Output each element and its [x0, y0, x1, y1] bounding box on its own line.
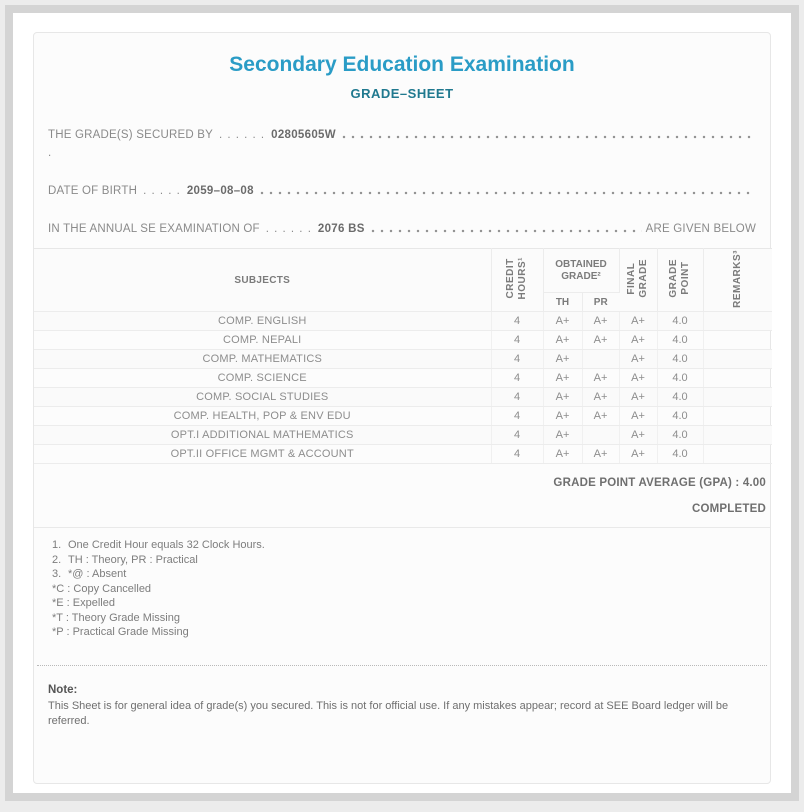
footnote-text: *E : Expelled	[52, 597, 115, 609]
footnote-text: *@ : Absent	[68, 568, 127, 580]
footnote-item	[52, 553, 756, 568]
exam-label: IN THE ANNUAL SE EXAMINATION OF	[48, 223, 260, 235]
gpa-value: GRADE POINT AVERAGE (GPA) : 4.00	[553, 477, 766, 489]
info-line-exam	[48, 223, 756, 235]
pr-grade-cell	[582, 426, 619, 445]
vertical-header-text: CREDIT HOURS¹	[505, 257, 528, 300]
credit-cell: 4	[491, 445, 543, 464]
footnote-number: 1.	[52, 539, 62, 551]
final-grade-cell: A+	[619, 407, 657, 426]
grade-point-cell: 4.0	[657, 426, 703, 445]
th-grade-cell: A+	[543, 388, 582, 407]
pr-grade-cell: A+	[582, 369, 619, 388]
exam-leader-dots: . . . . . .	[265, 223, 312, 235]
footnote-text: TH : Theory, PR : Practical	[68, 553, 198, 566]
footnote-text: *C : Copy Cancelled	[52, 582, 152, 595]
column-header-obtained-grade	[543, 249, 619, 293]
credit-cell: 4	[491, 369, 543, 388]
footnotes	[52, 538, 756, 640]
footnote-subitem	[52, 625, 756, 640]
vertical-header-text: REMARKS³	[731, 249, 743, 308]
footnote-number: 2.	[52, 553, 62, 566]
secured-by-leader-dots: . . . . . .	[218, 129, 266, 141]
dotted-leader	[371, 229, 642, 233]
note-heading: Note:	[48, 683, 78, 696]
th-grade-cell: A+	[543, 426, 582, 445]
pr-grade-cell	[582, 350, 619, 369]
column-header-grade-point	[657, 249, 703, 312]
column-header-th: TH	[543, 293, 582, 312]
footnote-item	[52, 538, 756, 553]
subject-cell: COMP. SCIENCE	[34, 369, 491, 388]
footnote-subitem	[52, 596, 756, 611]
table-row	[34, 312, 772, 331]
th-grade-cell: A+	[543, 331, 582, 350]
grade-point-cell: 4.0	[657, 331, 703, 350]
th-grade-cell: A+	[543, 312, 582, 331]
subject-cell: COMP. ENGLISH	[34, 312, 491, 331]
page-subtitle: GRADE–SHEET	[350, 86, 454, 101]
remarks-cell	[703, 350, 772, 369]
pr-grade-cell: A+	[582, 445, 619, 464]
dob-leader-dots: . . . . .	[143, 185, 181, 197]
table-row	[34, 369, 772, 388]
footnote-subitem	[52, 582, 756, 597]
info-lines	[48, 129, 756, 235]
window-frame	[5, 5, 799, 801]
dotted-leader	[342, 135, 752, 139]
grade-point-cell: 4.0	[657, 445, 703, 464]
footnote-subitem	[52, 611, 756, 626]
secured-by-label: THE GRADE(S) SECURED BY	[48, 129, 213, 141]
final-grade-cell: A+	[619, 312, 657, 331]
stray-period: .	[48, 147, 52, 159]
table-row	[34, 388, 772, 407]
th-grade-cell: A+	[543, 407, 582, 426]
dob-label: DATE OF BIRTH	[48, 185, 138, 197]
exam-year-value: 2076 BS	[317, 223, 365, 235]
pr-grade-cell: A+	[582, 407, 619, 426]
note-section	[48, 684, 756, 729]
info-line-secured-by	[48, 129, 756, 141]
remarks-cell	[703, 388, 772, 407]
credit-cell: 4	[491, 407, 543, 426]
obtained-grade-text: OBTAINED GRADE²	[555, 258, 607, 282]
grade-sheet-panel	[33, 32, 771, 784]
final-grade-cell: A+	[619, 369, 657, 388]
remarks-cell	[703, 312, 772, 331]
footnote-item	[52, 567, 756, 582]
dotted-divider	[37, 665, 767, 666]
table-row	[34, 426, 772, 445]
remarks-cell	[703, 331, 772, 350]
dob-value: 2059–08–08	[186, 185, 254, 197]
grade-table	[34, 248, 772, 464]
credit-cell: 4	[491, 388, 543, 407]
subject-cell: COMP. MATHEMATICS	[34, 350, 491, 369]
footnote-text: *T : Theory Grade Missing	[52, 611, 180, 624]
vertical-header-text: GRADE POINT	[668, 259, 692, 298]
final-grade-cell: A+	[619, 350, 657, 369]
credit-cell: 4	[491, 350, 543, 369]
column-header-pr: PR	[582, 293, 619, 312]
th-grade-cell: A+	[543, 369, 582, 388]
credit-cell: 4	[491, 312, 543, 331]
subject-cell: OPT.II OFFICE MGMT & ACCOUNT	[34, 445, 491, 464]
column-header-remarks	[703, 249, 772, 312]
footnote-text: *P : Practical Grade Missing	[52, 626, 189, 638]
footnote-text: One Credit Hour equals 32 Clock Hours.	[68, 539, 265, 551]
subject-cell: COMP. HEALTH, POP & ENV EDU	[34, 407, 491, 426]
pr-grade-cell: A+	[582, 388, 619, 407]
remarks-cell	[703, 426, 772, 445]
column-header-subjects: SUBJECTS	[34, 249, 491, 312]
remarks-cell	[703, 407, 772, 426]
final-grade-cell: A+	[619, 388, 657, 407]
remarks-cell	[703, 445, 772, 464]
credit-cell: 4	[491, 426, 543, 445]
table-row	[34, 331, 772, 350]
pr-grade-cell: A+	[582, 312, 619, 331]
grade-point-cell: 4.0	[657, 312, 703, 331]
final-grade-cell: A+	[619, 331, 657, 350]
grade-point-cell: 4.0	[657, 369, 703, 388]
pr-grade-cell: A+	[582, 331, 619, 350]
grade-point-cell: 4.0	[657, 407, 703, 426]
remarks-cell	[703, 369, 772, 388]
result-summary	[34, 464, 770, 528]
table-row	[34, 350, 772, 369]
table-row	[34, 407, 772, 426]
table-row	[34, 445, 772, 464]
completion-status: COMPLETED	[692, 503, 766, 515]
grade-point-cell: 4.0	[657, 388, 703, 407]
page-title: Secondary Education Examination	[229, 53, 575, 76]
grade-point-cell: 4.0	[657, 350, 703, 369]
final-grade-cell: A+	[619, 426, 657, 445]
th-grade-cell: A+	[543, 445, 582, 464]
subject-cell: COMP. NEPALI	[34, 331, 491, 350]
column-header-final-grade	[619, 249, 657, 312]
vertical-header-text: FINAL GRADE	[626, 259, 650, 298]
column-header-credit-hours	[491, 249, 543, 312]
subject-cell: COMP. SOCIAL STUDIES	[34, 388, 491, 407]
note-text: This Sheet is for general idea of grade(s) you secured. This is not for official use. If any mistakes appear; record at SEE Board ledger will be referred.	[48, 699, 729, 727]
footnote-number: 3.	[52, 568, 62, 580]
th-grade-cell: A+	[543, 350, 582, 369]
final-grade-cell: A+	[619, 445, 657, 464]
info-line-dob	[48, 185, 756, 197]
exam-trailing-label: ARE GIVEN BELOW	[645, 223, 756, 235]
subject-cell: OPT.I ADDITIONAL MATHEMATICS	[34, 426, 491, 445]
dotted-leader	[260, 191, 752, 195]
symbol-number-value: 02805605W	[271, 129, 336, 141]
credit-cell: 4	[491, 331, 543, 350]
